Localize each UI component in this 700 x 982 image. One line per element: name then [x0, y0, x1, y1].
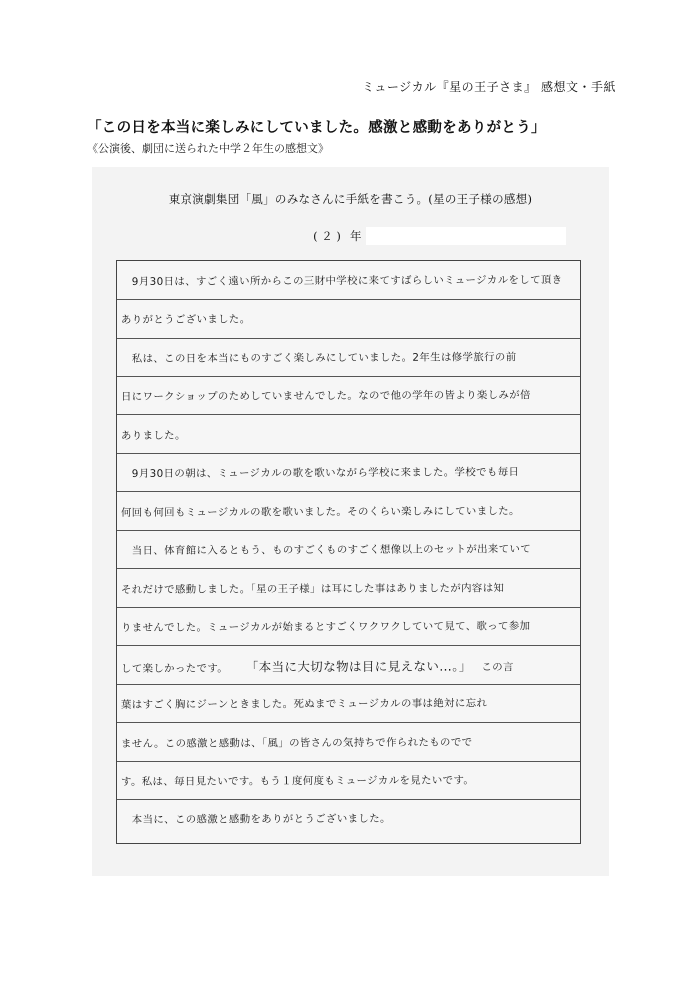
rule-line — [117, 453, 580, 454]
series-label: ミュージカル『星の王子さま』 感想文・手紙 — [362, 80, 616, 94]
page-subline: 《公演後、劇団に送られた中学２年生の感想文》 — [87, 142, 329, 155]
letter-line-start: して楽しかったです。 — [120, 662, 229, 675]
letter-line: ありました。 — [120, 429, 186, 442]
rule-line — [117, 414, 580, 415]
grade-row — [304, 227, 566, 245]
letter-line: 当日、体育館に入るともう、ものすごくものすごく想像以上のセットが出来ていて — [120, 543, 532, 557]
rule-line — [117, 799, 580, 800]
rule-line — [117, 645, 580, 646]
quote-tail: この言 — [481, 661, 514, 674]
letter-sheet — [92, 167, 609, 876]
grade-close: ) — [336, 229, 341, 243]
letter-line: それだけで感動しました。「星の王子様」は耳にした事はありましたが内容は知 — [120, 582, 505, 596]
rule-line — [117, 491, 580, 492]
rule-line — [117, 568, 580, 569]
rule-line — [117, 338, 580, 339]
letter-line: 私は、この日を本当にものすごく楽しみにしていました。2年生は修学旅行の前 — [120, 351, 517, 365]
letter-line — [121, 656, 576, 676]
letter-line: ません。この感激と感動は、「風」の皆さんの気持ちで作られたものでで — [120, 736, 473, 750]
letter-line: 葉はすごく胸にジーンときました。死ぬまでミュージカルの事は絶対に忘れ — [120, 697, 488, 711]
letter-line: りませんでした。ミュージカルが始まるとすごくワクワクしていて見て、歌って参加 — [120, 620, 531, 634]
letter-line: 日にワークショップのためしていませんでした。なので他の学年の皆より楽しみが倍 — [120, 389, 531, 403]
rule-line — [117, 722, 580, 723]
letter-line: す。私は、毎日見たいです。もう１度何度もミュージカルを見たいです。 — [120, 774, 475, 788]
letter-line: ありがとうございました。 — [120, 313, 251, 326]
grade-value: ２ — [321, 229, 333, 243]
rule-line — [117, 607, 580, 608]
rule-line — [117, 684, 580, 685]
letter-line: 9月30日の朝は、ミュージカルの歌を歌いながら学校に来ました。学校でも毎日 — [120, 466, 520, 480]
letter-line: 9月30日は、すごく遠い所からこの三財中学校に来てすばらしいミュージカルをして頂き — [120, 274, 563, 288]
name-blank — [366, 227, 566, 245]
letter-line: 何回も何回もミュージカルの歌を歌いました。そのくらい楽しみにしていました。 — [120, 505, 520, 519]
page-headline: 「この日を本当に楽しみにしていました。感激と感動をありがとう」 — [87, 119, 546, 136]
grade-open: ( — [313, 229, 318, 243]
quote-text: 「本当に大切な物は目に見えない…。」 — [245, 658, 472, 675]
grade-suffix: 年 — [350, 229, 362, 243]
grade-field — [304, 228, 350, 244]
rule-line — [117, 299, 580, 300]
writing-box — [116, 260, 581, 844]
rule-line — [117, 530, 580, 531]
rule-line — [117, 376, 580, 377]
sheet-title: 東京演劇集団「風」のみなさんに手紙を書こう。(星の王子様の感想) — [168, 192, 533, 206]
letter-line: 本当に、この感激と感動をありがとうございました。 — [120, 812, 391, 826]
rule-line — [117, 761, 580, 762]
